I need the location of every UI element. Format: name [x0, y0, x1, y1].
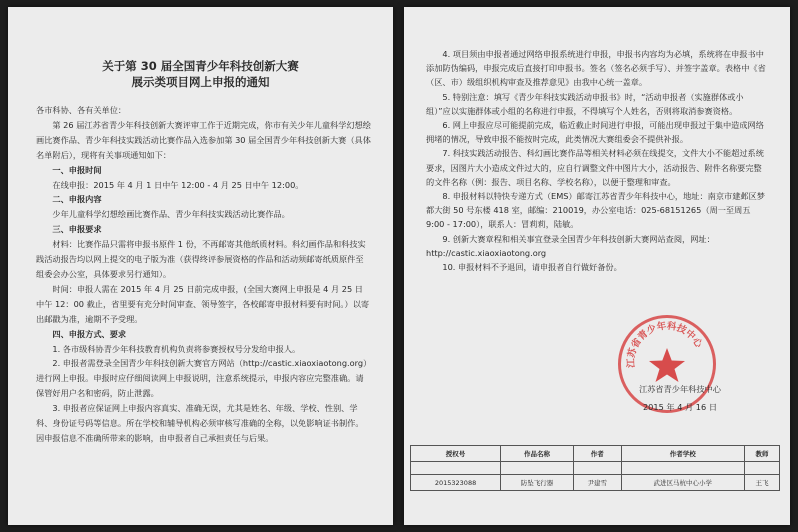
item-9: 9. 创新大赛章程和相关事宜登录全国青少年科技创新大赛网站查阅，网址：http://castic.xiaoxiaotong.org — [426, 233, 715, 258]
item-7: 7. 科技实践活动报告、科幻画比赛作品等相关材料必须在线提交，文件大小不能超过系统要求，因图片大小造成文件过大的，应自行调整文件中图片大小，活动报告、附件名称要完整的文件名称（例：报告、项目名称、学校名称），以便于整理和审查。 — [426, 148, 764, 187]
cell-author-school: 武进区马杭中心小学 — [621, 475, 744, 491]
item-5: 5. 特别注意：填写《青少年科技实践活动申报书》时，“活动申报者（实施群体或小组）”应以实施群体或小组的名称进行申报，不得填写个人姓名，否则将取消参赛资格。 — [426, 91, 744, 116]
method-item-2: 2. 申报者需登录全国青少年科技创新大赛官方网站（http://castic.xiaoxiaotong.org）进行网上申报。申报时应仔细阅读网上申报说明，注意系统提示，申报内容应完整准确。请保管好用户名和密码，防止泄露。 — [36, 358, 368, 399]
header-work-title: 作品名称 — [501, 446, 574, 462]
right-document-page — [404, 7, 790, 525]
table-header-row — [411, 446, 780, 462]
official-seal-icon — [618, 315, 716, 413]
cell-teacher: 王飞 — [744, 475, 779, 491]
signing-date: 2015 年 4 月 16 日 — [642, 402, 718, 412]
header-author-school: 作者学校 — [621, 446, 744, 462]
notice-body — [36, 103, 371, 446]
cell-authorization-no: 2015323088 — [411, 475, 501, 491]
cell-author: 尹建雪 — [573, 475, 621, 491]
section-heading-time: 一、申报时间 — [52, 164, 102, 175]
item-4: 4. 项目须由申报者通过网络申报系统进行申报，申报书内容均为必填，系统将在申报书中添加防伪编码，申报完成后直接打印申报书。签名（签名必须手写）、并签字盖章。表格中《省（区、市）级组织机构审查及推荐意见》由我中心统一盖章。 — [426, 49, 766, 88]
item-10: 10. 申报材料不予退回，请申报者自行做好备份。 — [442, 262, 622, 273]
header-authorization-no: 授权号 — [411, 446, 501, 462]
entry-table — [410, 445, 780, 491]
notice-title-line-2: 展示类项目网上申报的通知 — [131, 75, 270, 89]
left-document-page — [8, 7, 393, 525]
materials-paragraph: 材料：比赛作品只需将申报书原件 1 份，不再邮寄其他纸质材料。科幻画作品和科技实践活动报告均以网上提交的电子版为准（获得终评参展资格的作品和活动须邮寄纸质原件至组委会办公室，具体要求另行通知）。 — [36, 239, 366, 279]
deadline-paragraph: 时间：申报人需在 2015 年 4 月 25 日前完成申报，(全国大赛网上申报是 4 月 25 日中午 12：00 截止，省里要有充分时间审查、领导签字，各校邮寄申报材料要有时间。）以寄出邮戳为准，逾期不予受理。 — [36, 283, 370, 324]
section-heading-method: 四、申报方式、要求 — [52, 328, 127, 339]
method-item-1: 1. 各市级科协青少年科技教育机构负责将参赛授权号分发给申报人。 — [52, 343, 301, 354]
cell-work-title: 防坠飞行器 — [501, 475, 574, 491]
header-teacher: 教师 — [744, 446, 779, 462]
item-8: 8. 申报材料以特快专递方式（EMS）邮寄江苏省青少年科技中心，地址：南京市建邺区梦都大街 50 号东楼 418 室，邮编：210019，办公室电话：025-68151265（周一至周五 9:00 - 17:00），联系人：冒莉莉，陆敏。 — [426, 191, 765, 230]
intro-paragraph: 第 26 届江苏省青少年科技创新大赛评审工作于近期完成，你市有关少年儿童科学幻想绘画比赛作品、青少年科技实践活动比赛作品入选参加第 30 届全国青少年科技创新大赛（具体名单附后），现将有关事项通知如下： — [36, 119, 371, 160]
header-author: 作者 — [573, 446, 621, 462]
item-6: 6. 网上申报应尽可能提前完成，临近截止时间进行申报，可能出现申报过于集中造成网络拥堵的情况，导致申报不能按时完成，此类情况大赛组委会不提供补报。 — [426, 120, 764, 145]
salutation: 各市科协、各有关单位： — [36, 105, 127, 115]
notice-title-line-1: 关于第 30 届全国青少年科技创新大赛 — [102, 59, 299, 73]
table-row — [411, 475, 780, 491]
time-paragraph: 在线申报：2015 年 4 月 1 日中午 12:00 - 4 月 25 日中午 12:00。 — [52, 179, 304, 190]
section-heading-content: 二、申报内容 — [52, 194, 102, 205]
content-paragraph: 少年儿童科学幻想绘画比赛作品、青少年科技实践活动比赛作品。 — [52, 209, 290, 220]
signing-organization: 江苏省青少年科技中心 — [639, 384, 721, 394]
section-heading-requirements: 三、申报要求 — [52, 224, 102, 235]
method-item-3: 3. 申报者应保证网上申报内容真实、准确无误，尤其是姓名、年级、学校、性别、学科、身份证号码等信息。所在学校和辅导机构必须审核写准确的全称，以免影响证书制作。因申报信息不准确所带来的影响，由申报者自己承担责任与后果。 — [36, 403, 364, 443]
notice-continued-body — [426, 47, 768, 274]
table-spacer-row — [411, 462, 780, 475]
seal-text: 江苏省青少年科技中心 — [625, 320, 705, 368]
